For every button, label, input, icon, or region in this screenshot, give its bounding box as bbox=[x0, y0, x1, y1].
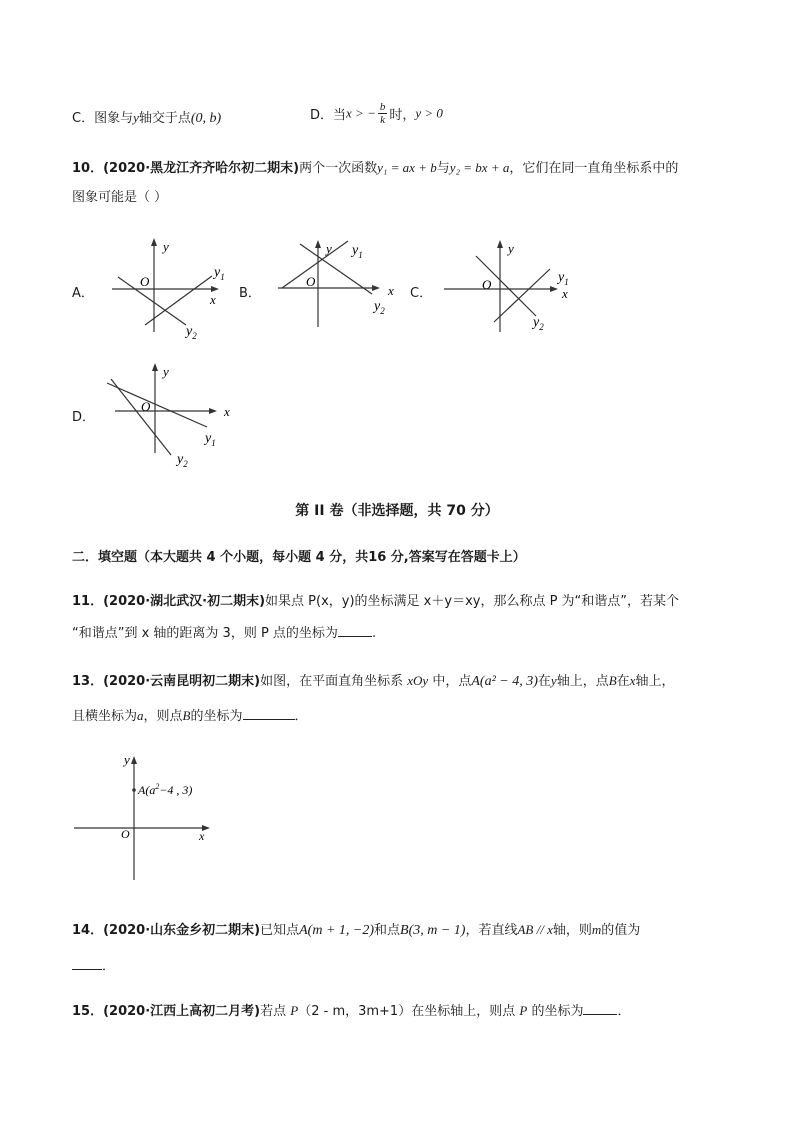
origin-label: O bbox=[306, 274, 316, 289]
y-axis-arrow bbox=[131, 756, 137, 764]
line-y2 bbox=[111, 379, 171, 455]
q9-option-c: C．图象与y轴交于点(0, b) bbox=[72, 110, 222, 126]
section-title: 第 II 卷（非选择题，共 70 分） bbox=[295, 503, 499, 519]
y1-label: $y_1$ bbox=[214, 265, 225, 282]
q10-option-d-label: D． bbox=[72, 410, 96, 425]
origin-label: O bbox=[482, 277, 492, 292]
x-label: x bbox=[224, 404, 230, 419]
x-axis-arrow bbox=[209, 408, 217, 414]
y1-label: $y_1$ bbox=[558, 270, 569, 287]
x-label: x bbox=[199, 829, 205, 843]
y2-label: $y_2$ bbox=[186, 324, 197, 341]
answer-blank[interactable] bbox=[583, 1002, 617, 1015]
line-y1 bbox=[145, 276, 212, 325]
q10-stem: 10．(2020·黑龙江齐齐哈尔初二期末)两个一次函数y₁ = ax + b与y₂ = bx + a，它们在同一直角坐标系中的 bbox=[72, 160, 679, 176]
answer-blank[interactable] bbox=[243, 707, 295, 720]
q10-option-a-label: A． bbox=[72, 286, 94, 301]
q10-graph-c bbox=[438, 232, 588, 344]
y-axis-arrow bbox=[497, 240, 503, 248]
q14-line2: ． bbox=[72, 955, 115, 974]
y-label: y bbox=[508, 241, 514, 256]
line-y1 bbox=[107, 383, 207, 427]
y-axis-arrow bbox=[315, 240, 321, 248]
q13-figure bbox=[70, 752, 230, 884]
x-label: x bbox=[562, 286, 568, 301]
fraction-b-over-k: $\frac{b}{k}$ bbox=[379, 101, 386, 126]
q11-line2: “和谐点”到 x 轴的距离为 3，则 P 点的坐标为 . bbox=[72, 626, 377, 641]
x-axis-arrow bbox=[372, 285, 380, 291]
q10-graph-b bbox=[260, 232, 410, 344]
y1-label: $y_1$ bbox=[205, 431, 216, 448]
x-label: x bbox=[210, 292, 216, 307]
q15-line1: 15．(2020·江西上高初二月考)若点 P（2 - m，3m+1）在坐标轴上，则点 P 的坐标为 ． bbox=[72, 1003, 631, 1019]
line-y2 bbox=[118, 277, 186, 325]
q10-stem-line2: 图象可能是（ ） bbox=[72, 190, 168, 205]
q10-graph-d bbox=[95, 355, 245, 470]
point-a bbox=[132, 788, 136, 792]
point-a-label: $A(a^2-4$ , 3) bbox=[138, 782, 193, 797]
y-label: y bbox=[326, 241, 332, 256]
y-label: y bbox=[163, 239, 169, 254]
y2-label: $y_2$ bbox=[177, 452, 188, 469]
y1-label: $y_1$ bbox=[352, 243, 363, 260]
y-axis-arrow bbox=[152, 363, 158, 371]
x-axis-arrow bbox=[550, 286, 558, 292]
part2-heading: 二．填空题（本大题共 4 个小题，每小题 4 分，共16 分,答案写在答题卡上） bbox=[72, 550, 526, 565]
y-label: y bbox=[163, 364, 169, 379]
q10-option-c-label: C． bbox=[410, 286, 433, 301]
y-axis-arrow bbox=[151, 238, 157, 246]
y2-label: $y_2$ bbox=[533, 315, 544, 332]
origin-label: O bbox=[140, 274, 150, 289]
q13-line2: 且横坐标为a，则点B的坐标为 ． bbox=[72, 708, 308, 724]
x-label: x bbox=[388, 283, 394, 298]
y-label: y bbox=[124, 752, 130, 767]
answer-blank[interactable] bbox=[338, 624, 372, 637]
line-y1 bbox=[494, 269, 550, 322]
origin-label: O bbox=[141, 399, 151, 414]
q10-option-b-label: B． bbox=[239, 286, 261, 301]
q10-graph-a bbox=[90, 232, 240, 344]
q13-line1: 13．(2020·云南昆明初二期末)如图，在平面直角坐标系 xOy 中，点A(a² − 4, 3)在y轴上，点B在x轴上， bbox=[72, 673, 675, 689]
q14-line1: 14．(2020·山东金乡初二期末)已知点A(m + 1, −2)和点B(3, m − 1)，若直线AB // x轴，则m的值为 bbox=[72, 922, 641, 938]
answer-blank[interactable] bbox=[72, 957, 102, 970]
q11-line1: 11．(2020·湖北武汉·初二期末)如果点 P(x，y)的坐标满足 x＋y＝xy，那么称点 P 为“和谐点”，若某个 bbox=[72, 594, 680, 609]
y2-label: $y_2$ bbox=[374, 299, 385, 316]
origin-label: O bbox=[121, 827, 130, 841]
q9-option-d: D．当x > − $\frac{b}{k}$ 时，y > 0 bbox=[310, 101, 443, 126]
